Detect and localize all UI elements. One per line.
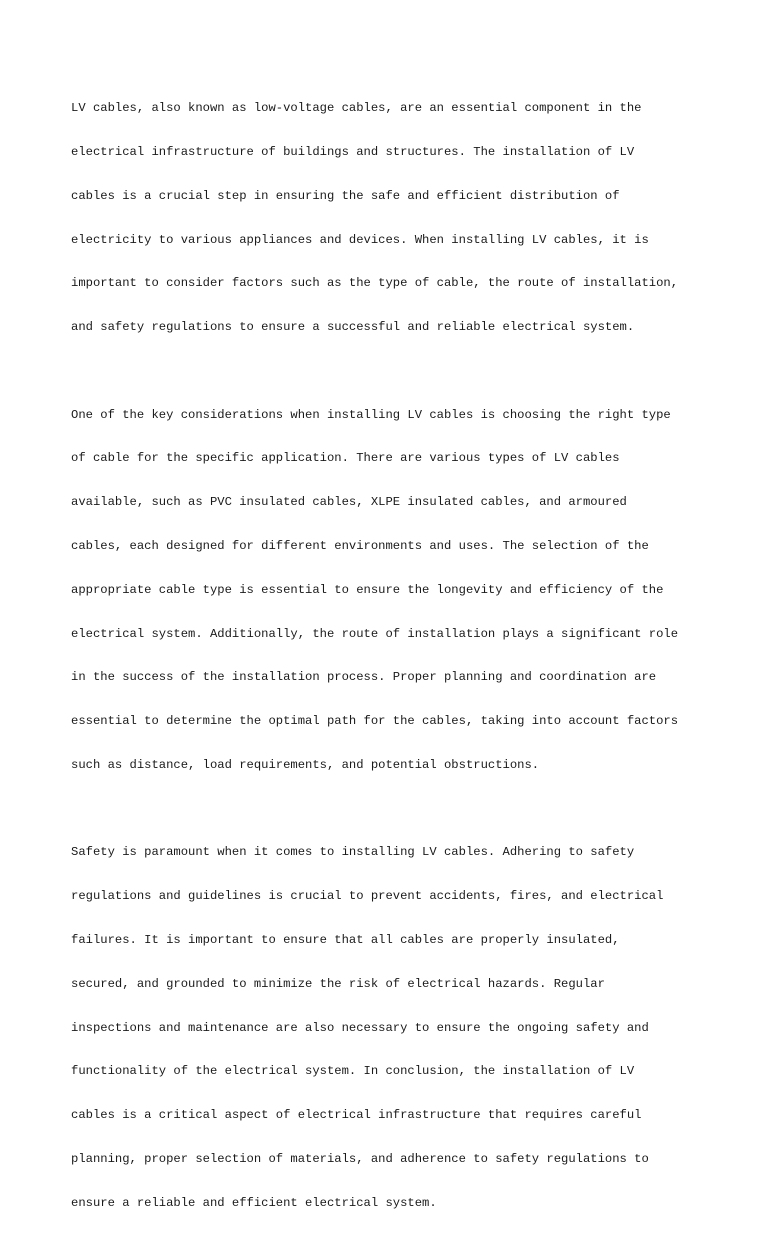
text-line: and safety regulations to ensure a successful and reliable electrical system. bbox=[71, 320, 635, 335]
text-line: regulations and guidelines is crucial to prevent accidents, fires, and electrical bbox=[71, 889, 664, 904]
text-line: ensure a reliable and efficient electrical system. bbox=[71, 1195, 437, 1210]
text-line: such as distance, load requirements, and potential obstructions. bbox=[71, 757, 540, 772]
text-line: functionality of the electrical system. In conclusion, the installation of LV bbox=[71, 1064, 635, 1079]
text-line: available, such as PVC insulated cables, XLPE insulated cables, and armoured bbox=[71, 495, 627, 510]
text-line: electricity to various appliances and devices. When installing LV cables, it is bbox=[71, 232, 649, 247]
text-line: cables is a critical aspect of electrical infrastructure that requires careful bbox=[71, 1108, 642, 1123]
text-line: electrical system. Additionally, the route of installation plays a significant role bbox=[71, 626, 679, 641]
paragraph-3 bbox=[71, 816, 711, 1239]
text-line: in the success of the installation process. Proper planning and coordination are bbox=[71, 670, 657, 685]
text-line: cables is a crucial step in ensuring the safe and efficient distribution of bbox=[71, 188, 620, 203]
text-line: secured, and grounded to minimize the risk of electrical hazards. Regular bbox=[71, 976, 605, 991]
text-line: planning, proper selection of materials, and adherence to safety regulations to bbox=[71, 1151, 649, 1166]
text-line: inspections and maintenance are also necessary to ensure the ongoing safety and bbox=[71, 1020, 649, 1035]
text-line: One of the key considerations when installing LV cables is choosing the right type bbox=[71, 407, 671, 422]
paragraph-1 bbox=[71, 72, 711, 364]
text-line: LV cables, also known as low-voltage cables, are an essential component in the bbox=[71, 101, 642, 116]
text-line: appropriate cable type is essential to ensure the longevity and efficiency of the bbox=[71, 582, 664, 597]
text-line: essential to determine the optimal path for the cables, taking into account factors bbox=[71, 714, 679, 729]
text-line: cables, each designed for different environments and uses. The selection of the bbox=[71, 539, 649, 553]
paragraph-2 bbox=[71, 378, 711, 801]
document-page bbox=[71, 72, 711, 1254]
text-line: of cable for the specific application. There are various types of LV cables bbox=[71, 451, 620, 466]
text-line: failures. It is important to ensure that all cables are properly insulated, bbox=[71, 933, 620, 948]
text-line: important to consider factors such as the type of cable, the route of installation, bbox=[71, 276, 679, 291]
text-line: Safety is paramount when it comes to installing LV cables. Adhering to safety bbox=[71, 845, 635, 860]
text-line: electrical infrastructure of buildings and structures. The installation of LV bbox=[71, 144, 635, 159]
